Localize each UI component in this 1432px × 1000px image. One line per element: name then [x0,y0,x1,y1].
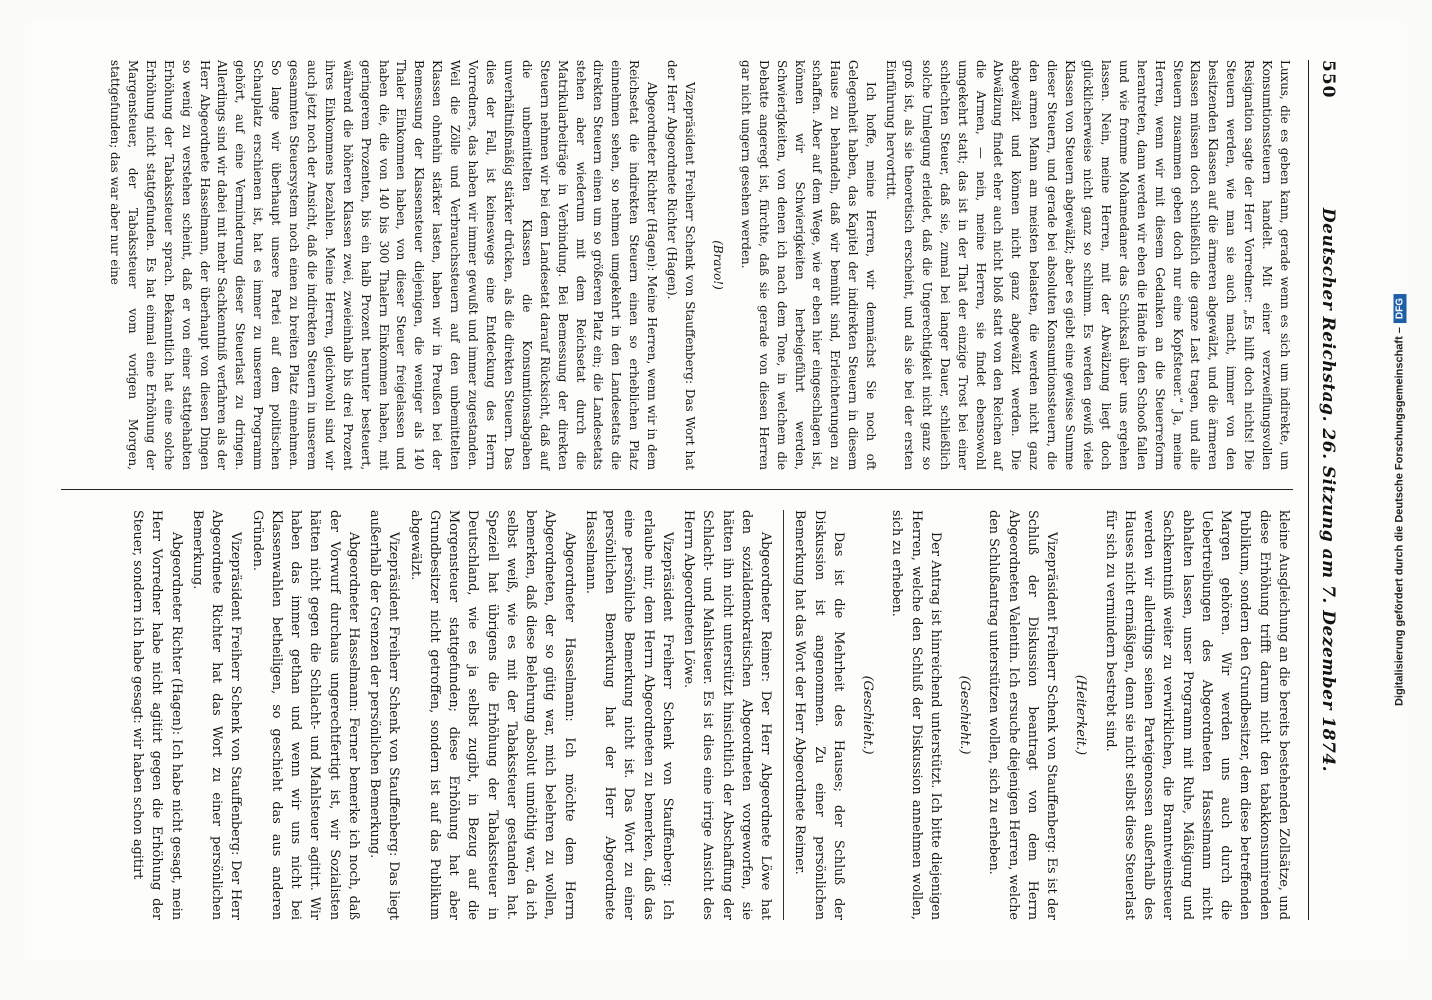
paragraph: Der Antrag ist hinreichend unterstützt. Ich bitte diejenigen Herren, welche den Schluß der Diskussion annehmen wollen, sich zu erheben. [889,510,943,920]
paragraph: Das ist die Mehrheit des Hauses; der Schluß der Diskussion ist angenommen. Zu einer persönlichen Bemerkung hat das Wort der Herr Abgeordnete Reimer. [783,510,848,920]
paragraph: Abgeordneter Hasselmann: Ich möchte dem Herrn Abgeordneten, der so gütig war, mich belehren zu wollen, bemerken, daß diese Belehrung absolut unnöthig war, da ich selbst weiß, wie es mit der Tabakssteuer gestanden hat. Speziell hat übrigens die Erhöhung der Tabakssteuer in Deutschland, wie es ja selbst zugibt, in Bezug auf die Morgensteuer stattgefunden; diese Erhöhung hat aber Grundbesitzer nicht getroffen, sondern ist auf das Publikum abgewälzt. [407,510,577,920]
paragraph: Ich hoffe, meine Herren, wir demnächst Sie noch oft Gelegenheit haben, das Kapitel der indirekten Steuern in diesem Hause zu behandeln, daß wir bemüht sind, Erleichterungen zu schaffen. Aber auf dem Wege, wie er eben hier eingeschlagen ist, können wir Schwierigkeiten herbeigeführt werden, Schwierigkeiten, von denen ich nach dem Tone, in welchem die Debatte angeregt ist, fürchte, daß sie gerade von diesen Herren gar nicht ungern gesehen werden. [738,60,879,470]
paragraph: kleine Ausgleichung an die bereits bestehenden Zollsätze, und diese Erhöhung trifft darum nicht den tabakkonsumirenden Publikum, sondern den Grundbesitzer, dem diese betreffenden Margen gehören. Wir werden uns auch durch die Uebertreibungen des Abgeordneten Hasselmann nicht abhalten lassen, unser Programm mit Ruhe, Mäßigung und Sachkenntniß weiter zu verwirklichen, die Branntweinsteuer werden wir allerdings seinen Parteigenossen außerhalb des Hauses nicht ermäßigen, denn sie nicht selbst diese Steuerlast für sich zu vermindern bestrebt sind. [1102,510,1291,920]
document-page [31,20,1401,960]
paragraph: Luxus, die es geben kann, gerade wenn es sich um indirekte, um Konsumtionssteuern handelt. Mit einer verzweiflungsvollen Resignation sagte der Herr Vorredner: „Es hilft doch nichts! Die Steuern werden, wie man sie auch macht, immer von den besitzenden Klassen auf die ärmeren abgewälzt, und die ärmeren Klassen müssen doch schließlich die ganze Last tragen, und alle Steuern zusammen geben doch nur eine Kopfsteuer.“ Ja, meine Herren, wenn wir mit diesem Gedanken an die Steuerreform herantreten, dann werden wir eben die Hände in den Schooß fallen und wie fromme Mohamedaner das Schicksal über uns ergehen lassen. Nein, meine Herren, mit der Abwälzung liegt doch glücklicherweise nicht ganz so schlimm. Es werden gewiß viele Klassen von Steuern abgewälzt; aber es giebt eine gewisse Summe dieser Steuern, und gerade bei absoluten Konsumtionssteuern, die den armen Mann am meisten belasten, die werden nicht ganz abgewälzt und können nicht ganz abgewälzt werden. Die Abwälzung findet eher auch nicht bloß statt von den Reichen auf die Armen, — nein, meine Herren, sie findet ebensowohl umgekehrt statt; das ist in der That der einzige Trost bei einer schlechten Steuer, daß sie, zumal bei langer Dauer, schließlich solche Umlegung erleidet, daß die Ungerechtigkeit nicht ganz so groß ist, als sie theoretisch erscheint, und als sie bei der ersten Einführung hervortritt. [884,60,1292,470]
paragraph: Abgeordneter Richter (Hagen): Meine Herren, wenn wir in dem Reichsetat die indirekten Steuern einen so erheblichen Platz einnehmen sehen, so nehmen umgekehrt in den Landesetats die direkten Steuern einen um so größeren Platz ein; die Landesetats stehen aber wiederum mit dem Reichsetat durch die Matrikularbeiträge in Verbindung. Bei Bemessung der direkten Steuern nehmen wir bei dem Landesetat darauf Rücksicht, daß auf die unbemittelten Klassen die Konsumtionsabgaben unverhältnißmäßig stärker drücken, als die direkten Steuern. Das dies der Fall, ist keineswegs eine Entdeckung des Herrn Vorredners, das haben wir immer gewußt und immer zugestanden. Weil die Zölle und Verbrauchssteuern auf den unbemittelten Klassen ohnehin stärker lasten, haben wir in Preußen bei der Bemessung der Klassensteuer diejenigen, die weniger als 140 Thaler Einkommen haben, von dieser Steuer freigelassen und haben die, die von 140 bis 300 Thalern Einkommen haben, mit geringerem Prozenten, bis ein halb Prozent herunter besteuert, während die höheren Klassen zwei, zweieinhalb bis drei Prozent ihres Einkommens bezahlen. Meine Herren, gleichwohl sind wir auch jetzt noch der Ansicht, daß die indirekten Steuern in unserem gesammten Steuersystem noch einen zu breiten Platz einnehmen. So lange wir überhaupt unsere Partei auf dem politischen Schauplatz erschienen ist, hat es immer zu unserem Programm gehört, auf eine Verminderung dieser Steuerlast zu dringen. Allerdings sind wir dabei mit mehr Sachkenntniß verfahren als der Herr Abgeordnete Hasselmann, der überhaupt von diesen Dingen so wenig zu verstehen scheint, daß er von einer stattgehabten Erhöhung der Tabakssteuer sprach. Bekanntlich hat eine solche Erhöhung nicht stattgefunden. Es hat einmal eine Erhöhung der Margensteuer, der Tabakssteuer vom vorigen Morgen, stattgefunden; das war aber nur eine [108,60,660,470]
paragraph: Vizepräsident Freiherr Schenk von Stauffenberg: Ich erlaube mir, dem Herrn Abgeordneten zu bemerken, daß das eine persönliche Bemerkung nicht ist. Das Wort zu einer persönlichen Bemerkung hat der Herr Abgeordnete Hasselmann. [583,510,675,920]
paragraph: Vizepräsident Freiherr Schenk von Stauffenberg: Das Wort hat der Herr Abgeordnete Richter (Hagen). [665,60,697,470]
running-title: Deutscher Reichstag. 26. Sitzung am 7. Dezember 1874. [1318,207,1338,773]
paragraph: Abgeordneter Hasselmann: Ferner bemerke ich noch, daß der Vorwurf durchaus ungerechtfertigt ist, wir Sozialisten hätten nicht gegen die Schlacht- und Mahlsteuer agitirt. Wir haben das immer gethan und wenn wir uns nicht bei Klassenwahlen betheiligen, so geschieht das aus anderen Gründen. [249,510,361,920]
paragraph: Vizepräsident Freiherr Schenk von Stauffenberg: Es ist der Schluß der Diskussion beantragt von dem Herrn Abgeordneten Valentin. Ich ersuche diejenigen Herren, welche den Schlußantrag unterstützen wollen, sich zu erheben. [986,510,1060,920]
stage-direction: (Geschieht.) [957,675,973,755]
paragraph: Vizepräsident Freiherr Schenk von Stauffenberg: Das liegt außerhalb der Grenzen der persönlichen Bemerkung. [367,510,402,920]
paragraph: Abgeordneter Richter (Hagen): Ich habe nicht gesagt, mein Herr Vorredner habe nicht agitirt gegen die Erhöhung der Steuer, sondern ich habe gesagt: wir haben schon agitirt [130,510,184,920]
left-text-column [71,60,1293,470]
stage-direction: (Heiterkeit.) [1073,674,1089,756]
running-header [1308,60,1343,920]
credit-text: Digitalisierung gefördert durch die Deutsche Forschungsgemeinschaft – [1393,327,1406,707]
digitization-credit [1394,294,1407,706]
paragraph: Abgeordneter Reimer: Der Herr Abgeordnete Löwe hat den sozialdemokratischen Abgeordneten vorgeworfen, sie hätten ihn nicht unterstützt hinsichtlich der Abschaffung der Schlacht- und Mahlsteuer. Es ist dies eine irrige Ansicht des Herrn Abgeordneten Löwe. [681,510,774,920]
column-divider [61,489,1293,490]
paragraph: Vizepräsident Freiherr Schenk von Stauffenberg: Der Herr Abgeordnete Richter hat das Wort zu einer persönlichen Bemerkung. [190,510,244,920]
stage-direction: (Bravo!) [710,240,725,290]
stage-direction: (Geschieht.) [860,675,876,755]
right-text-column [71,510,1293,920]
page-number: 550 [1318,60,1338,99]
dfg-logo: DFG [1394,294,1407,323]
